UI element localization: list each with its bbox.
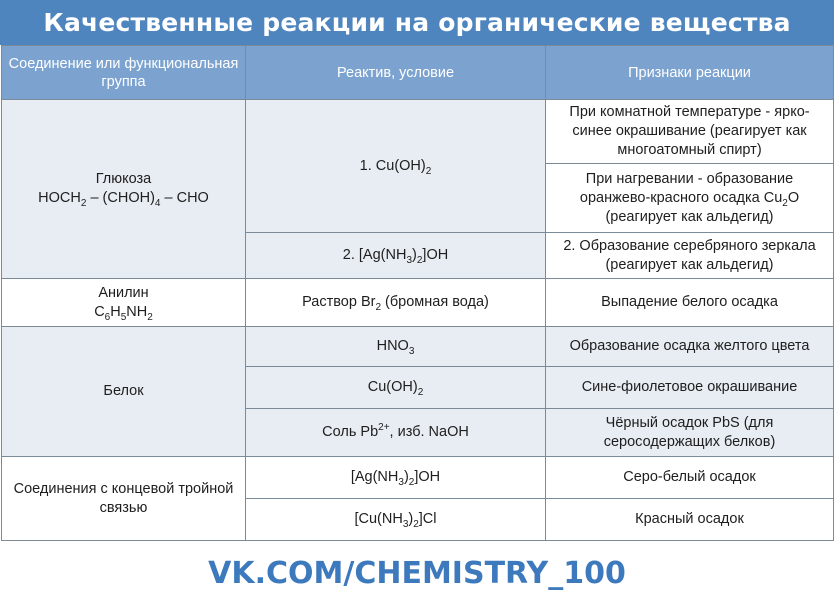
- sign-alkyne-2: Красный осадок: [546, 499, 834, 541]
- compound-alkyne: Соединения с концевой тройной связью: [2, 457, 246, 541]
- reactions-table: [1, 45, 834, 541]
- compound-glucose: [2, 100, 246, 279]
- sign-alkyne-1: Серо-белый осадок: [546, 457, 834, 499]
- header-signs: Признаки реакции: [546, 46, 834, 100]
- sign-protein-2: Сине-фиолетовое окрашивание: [546, 367, 834, 409]
- table-header-row: [2, 46, 834, 100]
- reagent-protein-1: $HNO_3$: [246, 327, 546, 367]
- aniline-formula: $C_6H_5NH_2$: [94, 303, 153, 323]
- page-title: Качественные реакции на органические вещества: [43, 8, 791, 37]
- reagent-glucose-1: 1. $Cu(OH)_2$: [246, 100, 546, 233]
- header-compound: Соединение или функциональная группа: [2, 46, 246, 100]
- sign-protein-1: Образование осадка желтого цвета: [546, 327, 834, 367]
- reagent-alkyne-1: $[Ag(NH_3)_2]OH$: [246, 457, 546, 499]
- table-row: [2, 100, 834, 164]
- sign-glucose-1: При комнатной температуре - ярко-синее окрашивание (реагирует как многоатомный спирт): [546, 100, 834, 164]
- aniline-name: Анилин: [98, 284, 149, 301]
- reagent-protein-3: Соль $Pb^{2+}$, изб. NaOH: [246, 409, 546, 457]
- sign-aniline: Выпадение белого осадка: [546, 279, 834, 327]
- reagent-protein-2: $Cu(OH)_2$: [246, 367, 546, 409]
- footer-link[interactable]: VK.COM/CHEMISTRY_100: [208, 556, 626, 591]
- reagent-alkyne-2: $[Cu(NH_3)_2]Cl$: [246, 499, 546, 541]
- header-reagent: Реактив, условие: [246, 46, 546, 100]
- table-row: [2, 327, 834, 367]
- glucose-name: Глюкоза: [95, 171, 152, 187]
- sign-glucose-2: При нагревании - образование оранжево-красного осадка $Cu_2O$ (реагирует как альдегид): [546, 164, 834, 233]
- sign-protein-3: Чёрный осадок PbS (для серосодержащих белков): [546, 409, 834, 457]
- compound-protein: Белок: [2, 327, 246, 457]
- sign-glucose-3: 2. Образование серебряного зеркала (реагирует как альдегид): [546, 233, 834, 279]
- table-row: [2, 279, 834, 327]
- reagent-aniline: Раствор $Br_2$ (бромная вода): [246, 279, 546, 327]
- reagent-glucose-2: 2. $[Ag(NH_3)_2]OH$: [246, 233, 546, 279]
- compound-aniline: [2, 279, 246, 327]
- glucose-formula: $HOCH_2$ – $(CHOH)_4$ – CHO: [38, 190, 209, 209]
- table-row: [2, 457, 834, 499]
